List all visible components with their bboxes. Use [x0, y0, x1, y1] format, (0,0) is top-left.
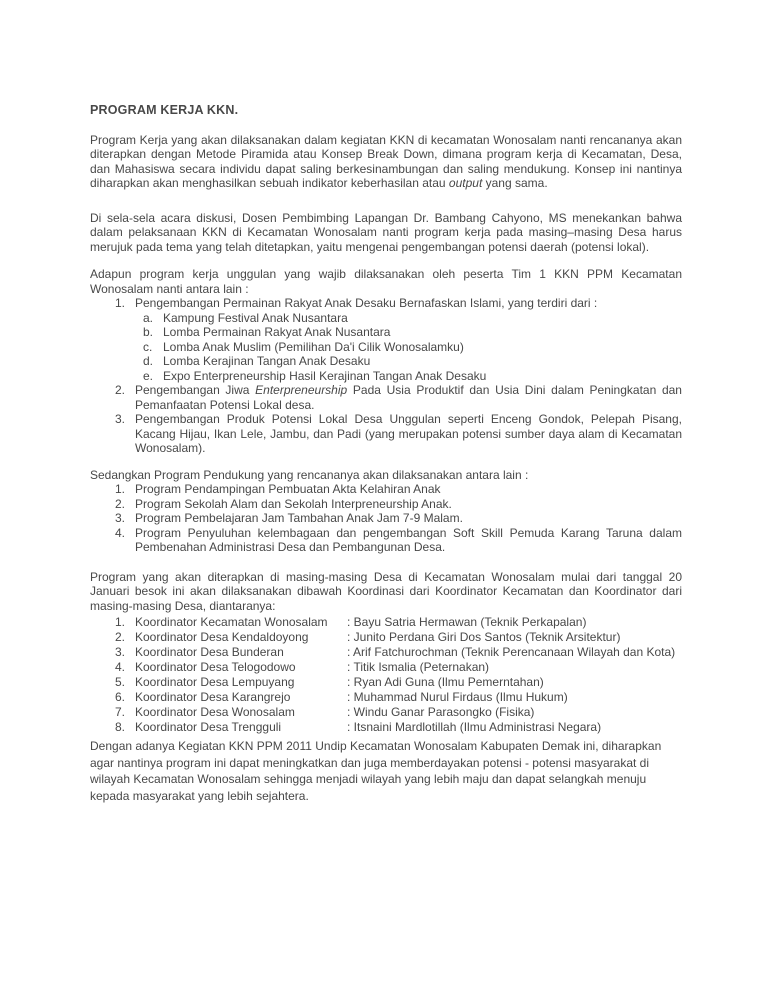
coordinator-row — [90, 615, 682, 630]
item-number: 1. — [115, 615, 126, 629]
coordinator-role: Koordinator Kecamatan Wonosalam — [135, 615, 328, 629]
sublist-item — [135, 325, 682, 340]
coordinator-role: Koordinator Desa Bunderan — [135, 645, 284, 659]
coordinator-person: : Muhammad Nurul Firdaus (Ilmu Hukum) — [347, 690, 568, 704]
item-number: 7. — [115, 705, 126, 719]
item-number: 1. — [115, 296, 126, 310]
item-number: 4. — [115, 660, 126, 674]
list-item — [90, 497, 682, 512]
list-item — [90, 482, 682, 497]
item-letter: c. — [143, 339, 153, 354]
coordinator-role: Koordinator Desa Karangrejo — [135, 690, 291, 704]
item-text: Pengembangan Permainan Rakyat Anak Desaku Bernafaskan Islami, yang terdiri dari : — [135, 296, 598, 310]
item-number: 6. — [115, 690, 126, 704]
item-number: 8. — [115, 720, 126, 734]
item-text: Expo Enterpreneurship Hasil Kerajinan Tangan Anak Desaku — [163, 368, 487, 383]
coordinator-role: Koordinator Desa Lempuyang — [135, 675, 295, 689]
item-text: Lomba Kerajinan Tangan Anak Desaku — [163, 354, 371, 368]
item-number: 3. — [115, 645, 126, 659]
item-text: Lomba Permainan Rakyat Anak Nusantara — [163, 325, 391, 339]
list-item — [90, 511, 682, 526]
sublist-item — [135, 369, 682, 384]
support-program-list — [90, 482, 682, 555]
item-number: 2. — [115, 383, 126, 397]
item-letter: d. — [143, 354, 154, 368]
flagship-program-list — [90, 296, 682, 456]
coordinator-person: : Arif Fatchurochman (Teknik Perencanaan Wilayah dan Kota) — [347, 645, 676, 659]
coordinator-role: Koordinator Desa Trengguli — [135, 720, 282, 734]
coordinator-role: Koordinator Desa Telogodowo — [135, 660, 296, 674]
item-number: 5. — [115, 675, 126, 689]
intro-paragraph — [90, 133, 682, 191]
coordinator-person: : Ryan Adi Guna (Ilmu Pemerntahan) — [347, 675, 544, 689]
coordinator-person: : Bayu Satria Hermawan (Teknik Perkapalan) — [347, 615, 587, 629]
coordinator-person: : Titik Ismalia (Peternakan) — [347, 660, 490, 674]
item-text: Program Sekolah Alam dan Sekolah Interpreneurship Anak. — [135, 496, 452, 511]
item-text: Kampung Festival Anak Nusantara — [163, 310, 348, 325]
list-item — [90, 526, 682, 555]
coordinator-row — [90, 705, 682, 720]
sublist-item — [135, 311, 682, 326]
intro-text: Program Kerja yang akan dilaksanakan dalam kegiatan KKN di kecamatan Wonosalam nanti rencananya akan diterapkan dengan Metode Piramida atau Konsep Break Down, dimana program kerja di Kecamatan, Desa, dan Mahasiswa secara individu dapat saling berkesinambungan dan saling mendukung. Konsep ini nantinya diharapkan akan menghasilkan sebuah indikator keberhasilan atau — [90, 132, 682, 190]
item-text: Program Pembelajaran Jam Tambahan Anak Jam 7-9 Malam. — [135, 511, 463, 525]
supervisor-paragraph: Di sela-sela acara diskusi, Dosen Pembimbing Lapangan Dr. Bambang Cahyono, MS menekankan bahwa dalam pelaksanaan KKN di Kecamatan Wonosalam nanti program kerja pada masing–masing Desa harus merujuk pada tema yang telah ditetapkan, yaitu mengenai pengembangan potensi daerah (potensi lokal). — [90, 210, 682, 254]
coordinator-role: Koordinator Desa Wonosalam — [135, 705, 295, 719]
sublist-item — [135, 354, 682, 369]
coordinator-row — [90, 660, 682, 675]
item-number: 4. — [115, 525, 126, 540]
item-number: 3. — [115, 511, 126, 525]
coordinator-role: Koordinator Desa Kendaldoyong — [135, 630, 309, 644]
item-text: Program Penyuluhan kelembagaan dan pengembangan Soft Skill Pemuda Karang Taruna dalam Pembenahan Administrasi Desa dan Pembangunan Desa. — [135, 525, 682, 554]
item-number: 3. — [115, 412, 126, 426]
document-title: PROGRAM KERJA KKN. — [90, 103, 239, 117]
item-text: Program Pendampingan Pembuatan Akta Kelahiran Anak — [135, 482, 441, 496]
item-italic-word: Enterpreneurship — [255, 383, 348, 397]
coordinator-row — [90, 690, 682, 705]
item-number: 2. — [115, 496, 126, 511]
coordinator-row — [90, 645, 682, 660]
coordinator-row — [90, 675, 682, 690]
flagship-intro-paragraph: Adapun program kerja unggulan yang wajib dilaksanakan oleh peserta Tim 1 KKN PPM Kecamatan Wonosalam nanti antara lain : — [90, 267, 682, 296]
item-letter: a. — [143, 310, 154, 325]
item-number: 2. — [115, 630, 126, 644]
sublist-item — [135, 340, 682, 355]
list-item — [90, 412, 682, 456]
coordinator-list — [90, 615, 682, 735]
coordination-intro-paragraph: Program yang akan diterapkan di masing-masing Desa di Kecamatan Wonosalam mulai dari tanggal 20 Januari besok ini akan dilaksanakan dibawah Koordinasi dari Koordinator Kecamatan dan Koordinator dari masing-masing Desa, diantaranya: — [90, 569, 682, 613]
coordinator-person: : Windu Ganar Parasongko (Fisika) — [347, 705, 535, 719]
item-text: Pengembangan Produk Potensi Lokal Desa Unggulan seperti Enceng Gondok, Pelepah Pisang, Kacang Hijau, Ikan Lele, Jambu, dan Padi (yang merupakan potensi sumber daya alam di Kecamatan Wonosalam). — [135, 412, 682, 455]
coordinator-person: : Junito Perdana Giri Dos Santos (Teknik Arsitektur) — [347, 630, 621, 644]
item-text: Pengembangan Jiwa — [135, 383, 256, 397]
coordinator-row — [90, 720, 682, 735]
coordinator-row — [90, 630, 682, 645]
list-item — [90, 296, 682, 383]
item-text-tail: Pada Usia Produktif dan Usia Dini dalam Peningkatan dan Pemanfaatan Potensi Lokal desa. — [135, 383, 682, 412]
item-letter: b. — [143, 325, 154, 339]
list-item — [90, 383, 682, 412]
coordinator-person: : Itsnaini Mardlotillah (Ilmu Administrasi Negara) — [347, 720, 602, 734]
flagship-sublist — [135, 311, 682, 384]
support-intro-paragraph: Sedangkan Program Pendukung yang rencananya akan dilaksanakan antara lain : — [90, 467, 529, 482]
closing-paragraph: Dengan adanya Kegiatan KKN PPM 2011 Undip Kecamatan Wonosalam Kabupaten Demak ini, diharapkan agar nantinya program ini dapat meningkatkan dan juga memberdayakan potensi - potensi masyarakat di wilayah Kecamatan Wonosalam sehingga menjadi wilayah yang lebih maju dan dapat selangkah menuju kepada masyarakat yang lebih sejahtera. — [90, 739, 662, 803]
intro-text-tail: yang sama. — [482, 176, 548, 190]
item-number: 1. — [115, 482, 126, 496]
intro-italic-word: output — [448, 176, 483, 190]
item-letter: e. — [143, 368, 154, 383]
item-text: Lomba Anak Muslim (Pemilihan Da'i Cilik Wonosalamku) — [163, 339, 464, 354]
